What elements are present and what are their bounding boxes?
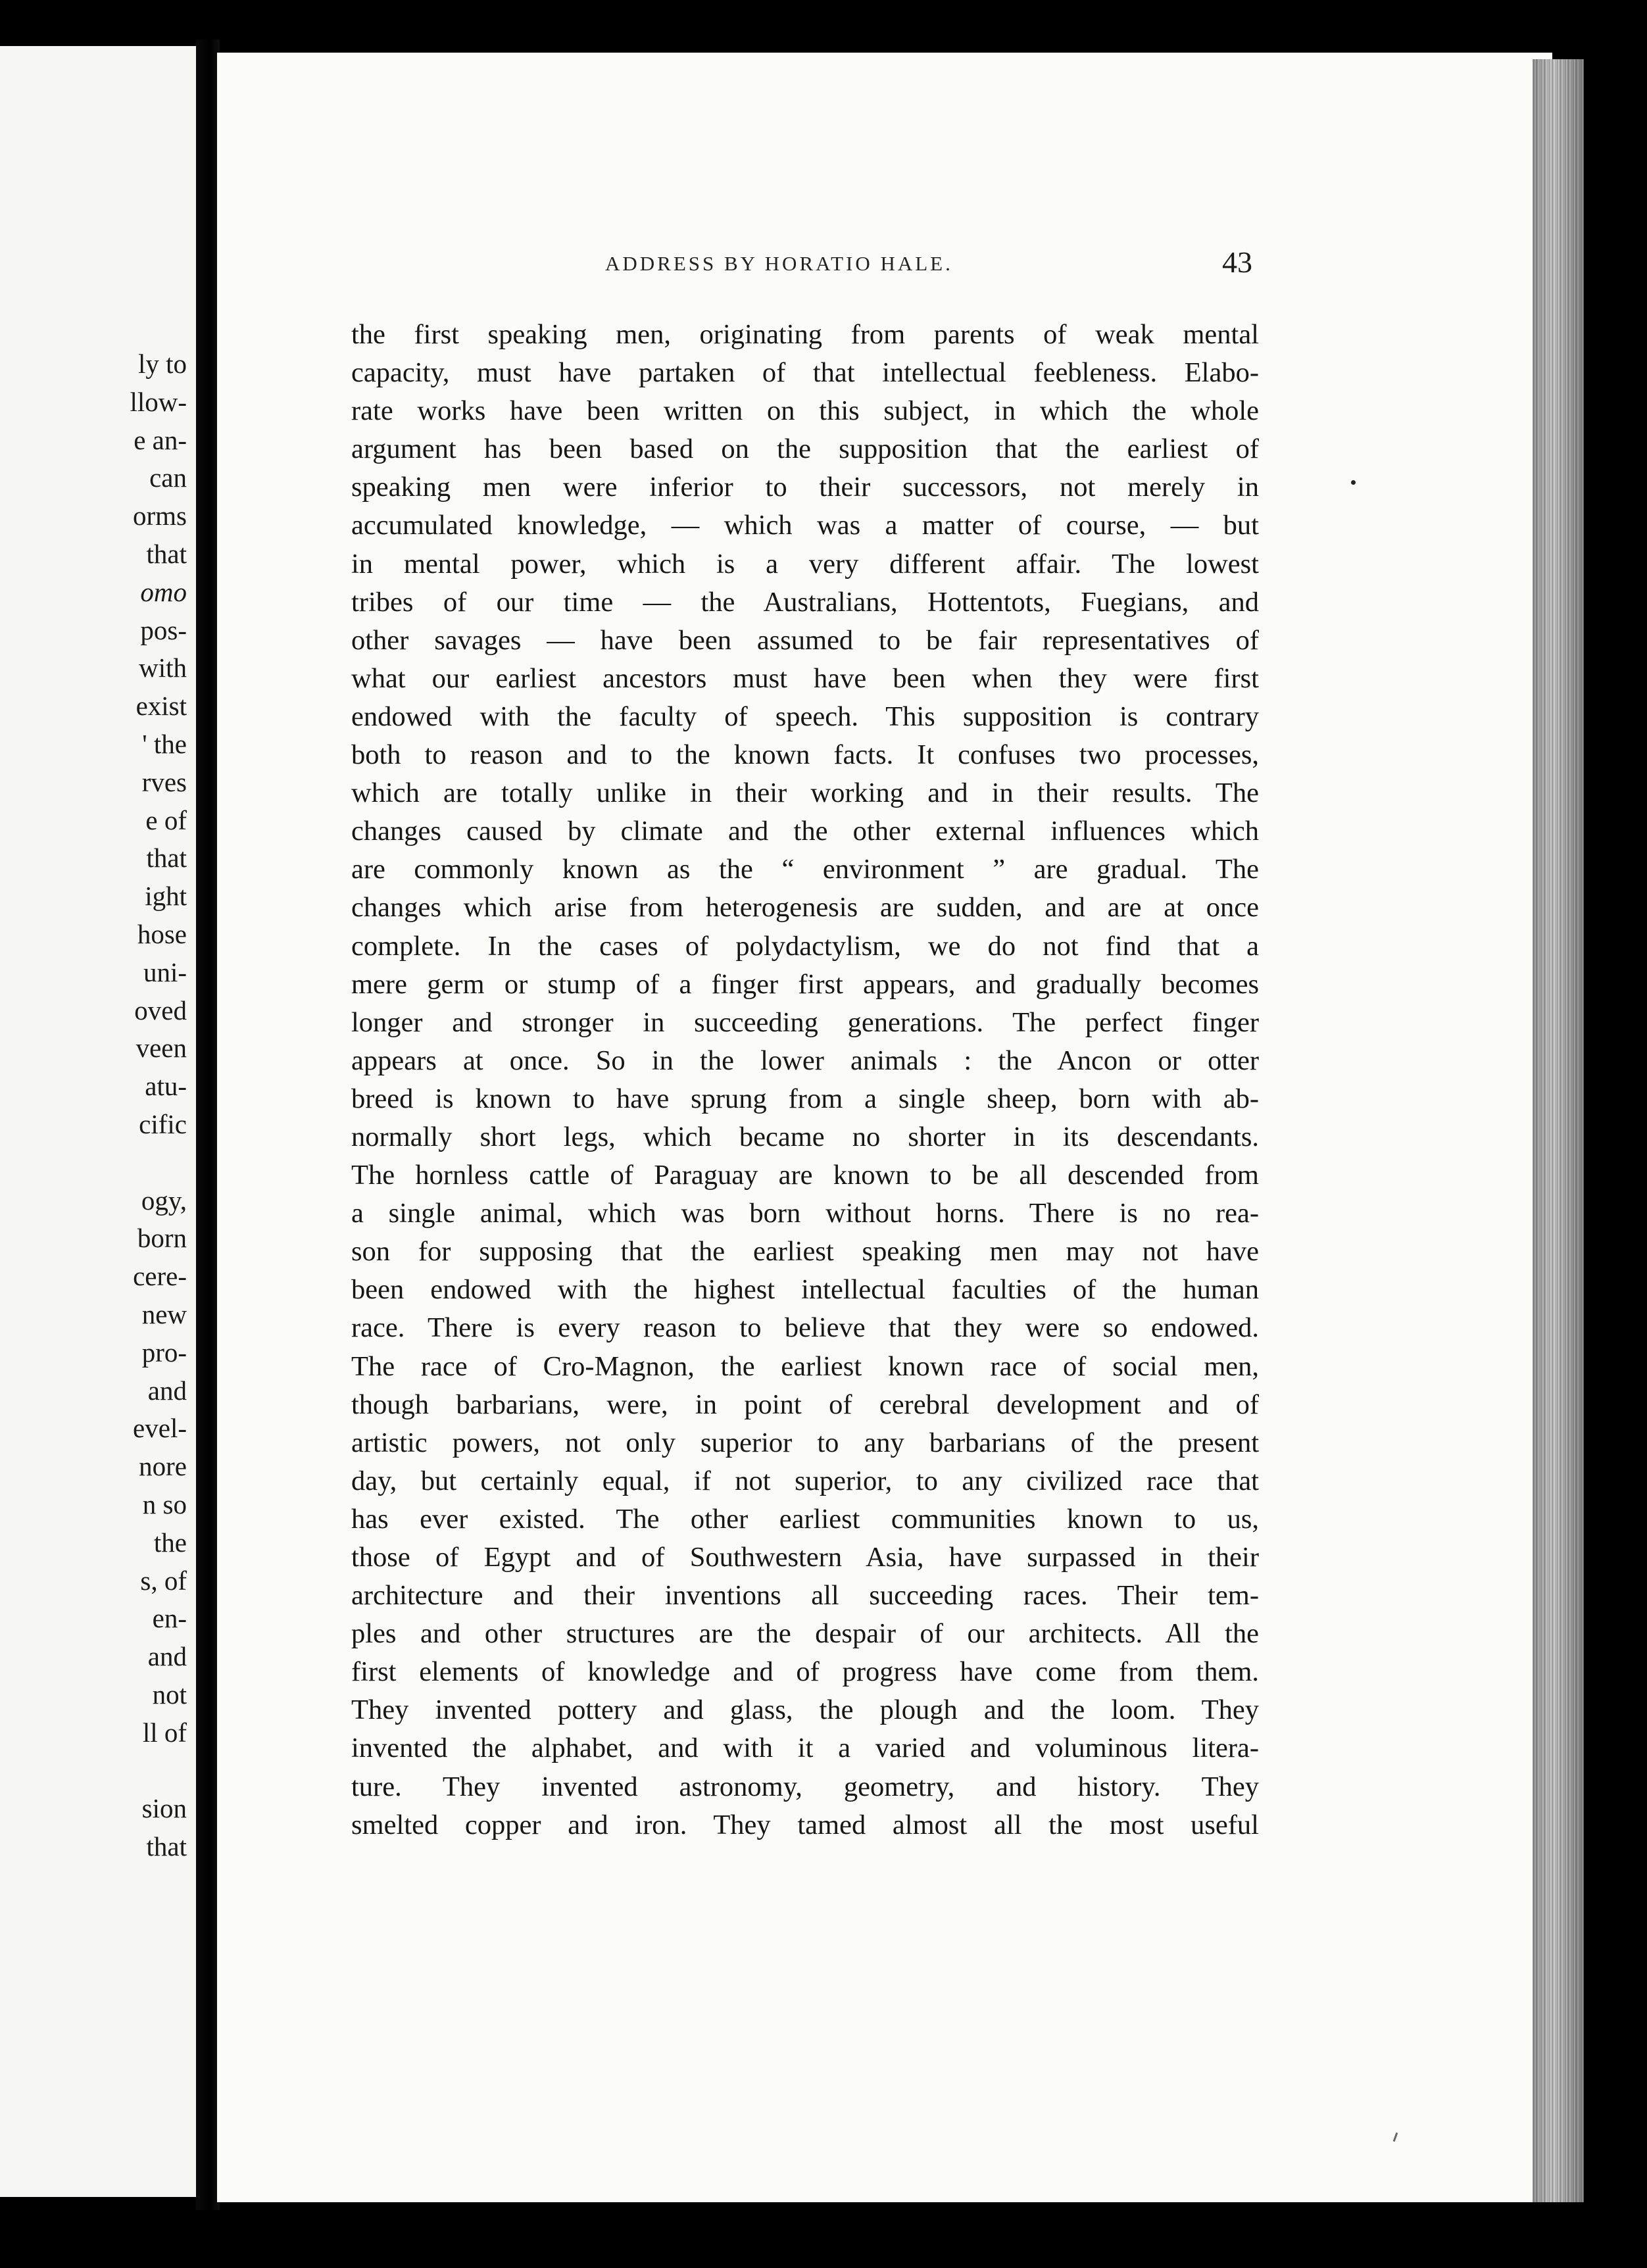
text-line: are commonly known as the “ environment ” are gradual. The (351, 854, 1259, 885)
text-line: capacity, must have partaken of that intellectual feebleness. Elabo- (351, 357, 1259, 389)
text-line: which are totally unlike in their working and in their results. The (351, 777, 1259, 809)
text-line: invented the alphabet, and with it a varied and voluminous litera- (351, 1733, 1259, 1764)
facing-line: ' the (142, 728, 187, 759)
text-line: argument has been based on the supposition that the earliest of (351, 433, 1259, 465)
facing-line: sion (141, 1793, 187, 1824)
facing-line: with (139, 653, 187, 683)
facing-page-text (130, 345, 187, 1866)
facing-line-gap (130, 1144, 187, 1182)
text-line: artistic powers, not only superior to any barbarians of the present (351, 1427, 1259, 1458)
facing-line: ogy, (141, 1185, 187, 1216)
book-gutter (196, 39, 220, 2210)
facing-line: pro- (141, 1337, 187, 1368)
facing-line: n so (142, 1489, 187, 1519)
facing-line: e of (145, 804, 187, 835)
text-line: accumulated knowledge, — which was a matter of course, — but (351, 510, 1259, 541)
text-line: ples and other structures are the despair of our architects. All the (351, 1618, 1259, 1650)
facing-line: that (146, 1831, 187, 1862)
facing-line-gap (130, 1752, 187, 1790)
text-line: mere germ or stump of a finger first appears, and gradually becomes (351, 968, 1259, 1000)
text-line: first elements of knowledge and of progress have come from them. (351, 1656, 1259, 1688)
text-line: appears at once. So in the lower animals : the Ancon or otter (351, 1045, 1259, 1076)
facing-line: born (137, 1223, 187, 1254)
facing-line: and (147, 1641, 187, 1672)
facing-line: e an- (134, 424, 187, 455)
facing-line: cere- (133, 1261, 187, 1292)
text-line: The race of Cro-Magnon, the earliest known race of social men, (351, 1350, 1259, 1382)
facing-line: atu- (145, 1071, 187, 1102)
page-edges-shadow (1533, 59, 1584, 2202)
facing-line: evel- (133, 1413, 187, 1444)
facing-line: pos- (140, 614, 187, 645)
page-number: 43 (1222, 245, 1252, 279)
text-line: has ever existed. The other earliest communities known to us, (351, 1503, 1259, 1535)
facing-line: uni- (143, 956, 187, 987)
text-line: both to reason and to the known facts. It confuses two processes, (351, 739, 1259, 771)
facing-line: ll of (142, 1717, 187, 1748)
text-line: in mental power, which is a very different affair. The lowest (351, 548, 1259, 579)
facing-line: s, of (140, 1565, 187, 1596)
facing-line: the (153, 1527, 187, 1558)
text-line: what our earliest ancestors must have been when they were first (351, 662, 1259, 694)
text-line: day, but certainly equal, if not superior, to any civilized race that (351, 1465, 1259, 1496)
text-line: been endowed with the highest intellectual faculties of the human (351, 1274, 1259, 1306)
text-line: son for supposing that the earliest speaking men may not have (351, 1236, 1259, 1268)
text-line: longer and stronger in succeeding generations. The perfect finger (351, 1006, 1259, 1038)
facing-line: nore (139, 1451, 187, 1482)
facing-line: llow- (130, 386, 187, 417)
facing-line: that (146, 538, 187, 569)
text-line: They invented pottery and glass, the plough and the loom. They (351, 1694, 1259, 1726)
text-line: tribes of our time — the Australians, Hottentots, Fuegians, and (351, 586, 1259, 618)
facing-line: ly to (137, 349, 187, 379)
facing-line: hose (137, 918, 187, 949)
text-line: endowed with the faculty of speech. This supposition is contrary (351, 701, 1259, 732)
text-line: The hornless cattle of Paraguay are known to be all descended from (351, 1160, 1259, 1191)
facing-line: en- (152, 1603, 187, 1634)
facing-line: orms (133, 501, 187, 531)
text-line: rate works have been written on this subject, in which the whole (351, 395, 1259, 427)
facing-line: oved (134, 995, 187, 1025)
text-line: speaking men were inferior to their successors, not merely in (351, 472, 1259, 503)
text-line: changes caused by climate and the other external influences which (351, 816, 1259, 847)
text-line: changes which arise from heterogenesis are sudden, and are at once (351, 892, 1259, 924)
facing-line: new (141, 1298, 187, 1329)
text-line: other savages — have been assumed to be fair representatives of (351, 624, 1259, 656)
facing-line: not (152, 1679, 187, 1710)
body-text (351, 316, 1259, 1844)
facing-line: can (149, 462, 187, 493)
facing-line: exist (135, 691, 187, 722)
text-line: ture. They invented astronomy, geometry, and history. They (351, 1771, 1259, 1802)
facing-line: and (147, 1375, 187, 1406)
facing-line: rves (141, 766, 187, 797)
text-line: complete. In the cases of polydactylism, we do not find that a (351, 930, 1259, 962)
facing-line: veen (135, 1033, 187, 1064)
text-line: smelted copper and iron. They tamed almost all the most useful (351, 1809, 1259, 1840)
ink-speck (1351, 480, 1356, 485)
text-line: a single animal, which was born without horns. There is no rea- (351, 1198, 1259, 1229)
text-line: race. There is every reason to believe that they were so endowed. (351, 1312, 1259, 1344)
text-line: those of Egypt and of Southwestern Asia, have surpassed in their (351, 1542, 1259, 1573)
facing-line: omo (140, 576, 187, 607)
facing-line: that (146, 843, 187, 874)
running-head: ADDRESS BY HORATIO HALE. (605, 252, 953, 275)
facing-page-left (0, 46, 196, 2197)
text-line: breed is known to have sprung from a single sheep, born with ab- (351, 1083, 1259, 1114)
facing-line: ight (145, 881, 187, 912)
text-line: the first speaking men, originating from parents of weak mental (351, 319, 1259, 350)
text-line: normally short legs, which became no shorter in its descendants. (351, 1121, 1259, 1152)
facing-line: cific (139, 1108, 187, 1139)
text-line: architecture and their inventions all succeeding races. Their tem- (351, 1580, 1259, 1612)
text-line: though barbarians, were, in point of cerebral development and of (351, 1389, 1259, 1420)
